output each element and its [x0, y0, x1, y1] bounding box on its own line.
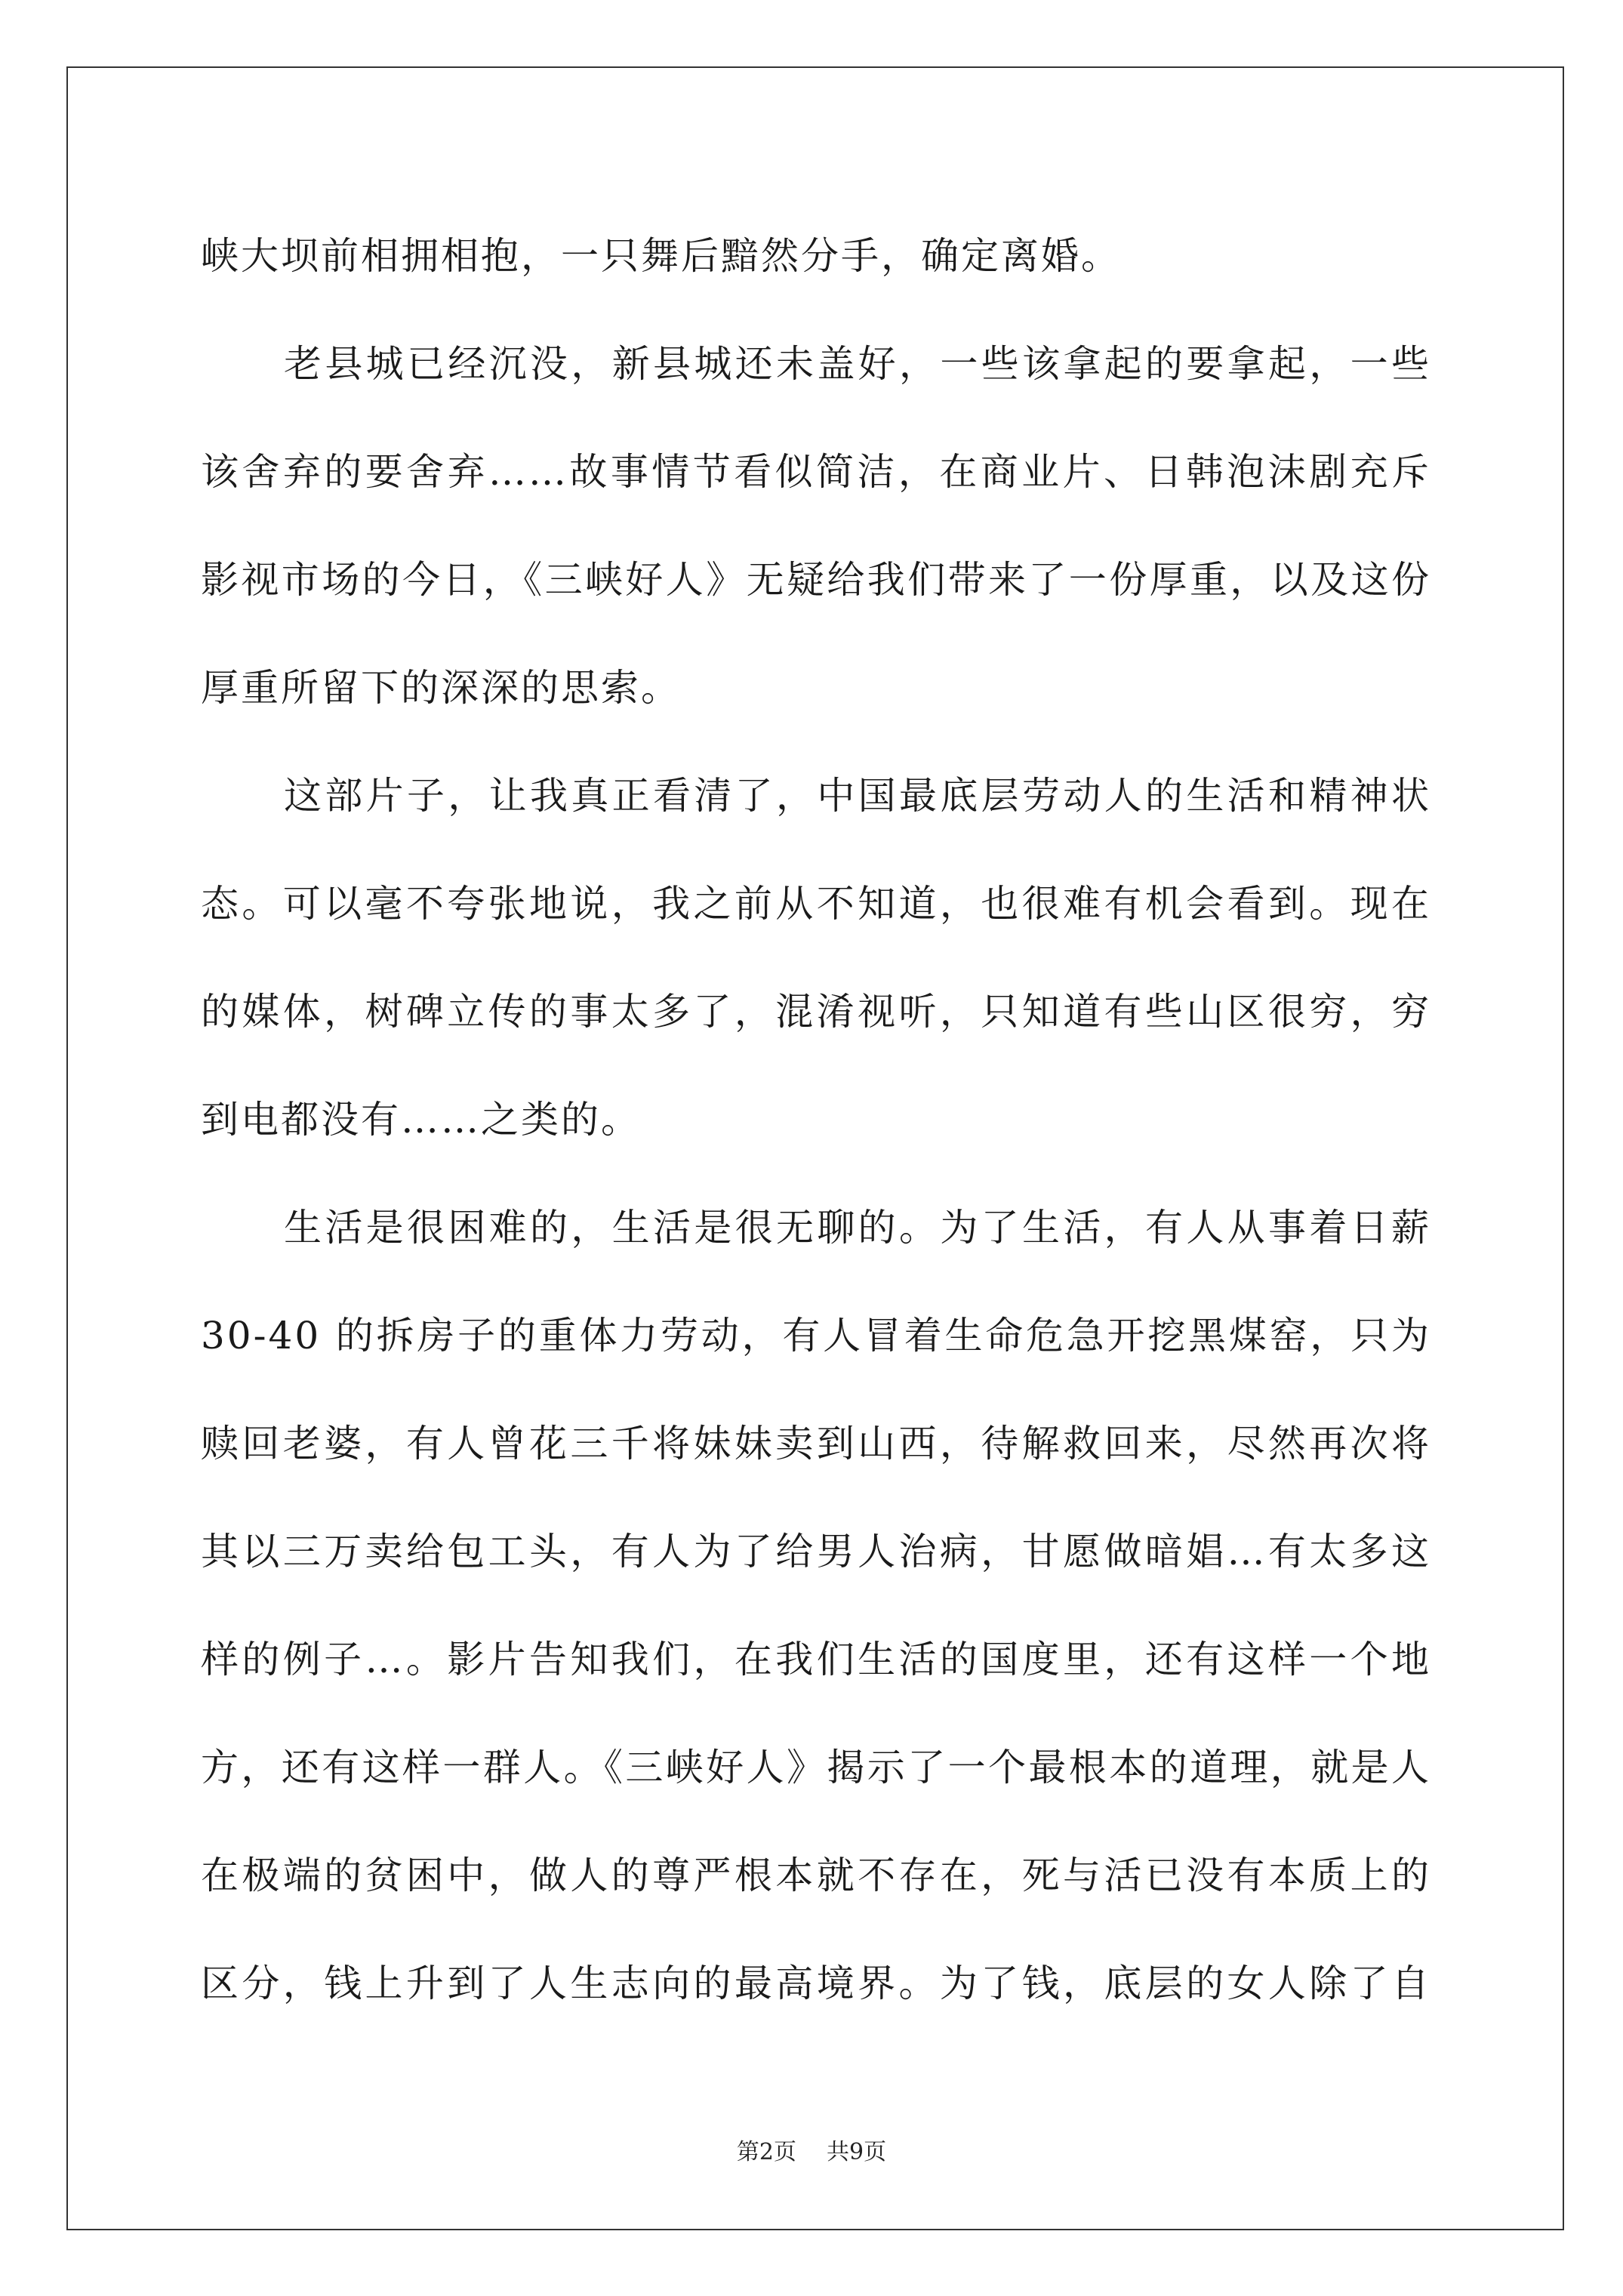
text-line-15: 方，还有这样一群人。《三峡好人》揭示了一个最根本的道理，就是人	[201, 1746, 1431, 1789]
page-number-total: 共9页	[827, 2139, 887, 2165]
text-line-9: 到电都没有……之类的。	[201, 1098, 641, 1142]
text-line-17: 区分，钱上升到了人生志向的最高境界。为了钱，底层的女人除了自	[201, 1962, 1431, 2005]
text-line-1: 峡大坝前相拥相抱，一只舞后黯然分手，确定离婚。	[201, 234, 1121, 278]
page-number-current: 第2页	[736, 2139, 796, 2165]
text-line-8: 的媒体，树碑立传的事太多了，混淆视听，只知道有些山区很穷，穷	[201, 990, 1431, 1034]
text-line-12: 赎回老婆，有人曾花三千将妹妹卖到山西，待解救回来，尽然再次将	[201, 1422, 1431, 1465]
text-line-10: 生活是很困难的，生活是很无聊的。为了生活，有人从事着日薪	[284, 1206, 1431, 1250]
text-line-13: 其以三万卖给包工头，有人为了给男人治病，甘愿做暗娼…有太多这	[201, 1530, 1431, 1573]
text-line-11: 30-40 的拆房子的重体力劳动，有人冒着生命危急开挖黑煤窑，只为	[201, 1314, 1431, 1358]
text-line-5: 厚重所留下的深深的思索。	[201, 666, 681, 710]
text-line-2: 老县城已经沉没，新县城还未盖好，一些该拿起的要拿起，一些	[284, 342, 1431, 386]
body-text	[201, 202, 1431, 2038]
text-line-14: 样的例子…。影片告知我们，在我们生活的国度里，还有这样一个地	[201, 1638, 1431, 1681]
text-line-6: 这部片子，让我真正看清了，中国最底层劳动人的生活和精神状	[284, 774, 1431, 818]
text-line-4: 影视市场的今日，《三峡好人》无疑给我们带来了一份厚重，以及这份	[201, 558, 1431, 602]
text-line-3: 该舍弃的要舍弃……故事情节看似简洁，在商业片、日韩泡沫剧充斥	[201, 450, 1431, 494]
page-footer	[0, 2133, 1623, 2166]
text-line-16: 在极端的贫困中，做人的尊严根本就不存在，死与活已没有本质上的	[201, 1854, 1431, 1897]
text-line-7: 态。可以毫不夸张地说，我之前从不知道，也很难有机会看到。现在	[201, 882, 1431, 926]
